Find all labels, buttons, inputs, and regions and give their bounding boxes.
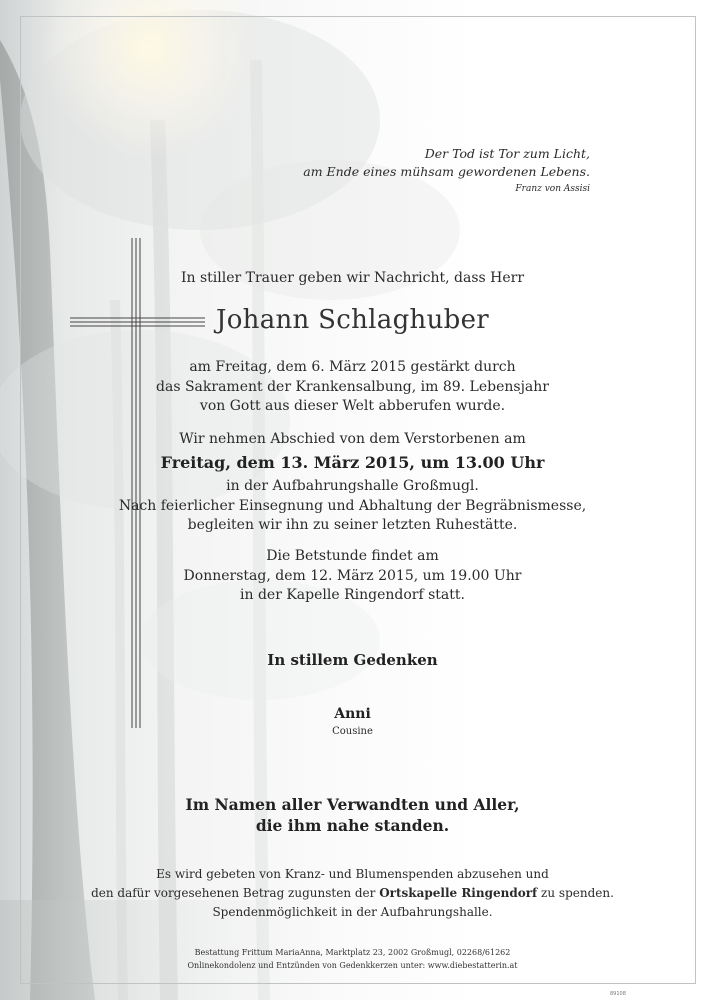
- prayer-hour-line-2: Donnerstag, dem 12. März 2015, um 19.00 Uhr: [183, 567, 522, 584]
- donation-line-2: [0, 884, 705, 902]
- farewell-details-line-1: in der Aufbahrungshalle Großmugl.: [226, 478, 479, 494]
- death-notice-line-3: von Gott aus dieser Welt abberufen wurde.: [199, 398, 506, 414]
- mourner-relation: Cousine: [332, 726, 373, 737]
- donation-line-3: Spendenmöglichkeit in der Aufbahrungshalle.: [212, 905, 493, 919]
- deceased-name: Johann Schlaghuber: [215, 305, 489, 335]
- donation-text-before: den dafür vorgesehenen Betrag zugunsten der: [91, 886, 380, 900]
- quote-line-2: am Ende eines mühsam gewordenen Lebens.: [303, 164, 590, 179]
- death-notice-line-2: das Sakrament der Krankensalbung, im 89. Lebensjahr: [156, 378, 549, 395]
- print-stamp: 89108: [610, 991, 626, 997]
- mourner-name: Anni: [334, 706, 371, 722]
- donation-beneficiary: Ortskapelle Ringendorf: [379, 886, 538, 900]
- quote-line-1: Der Tod ist Tor zum Licht,: [424, 146, 590, 161]
- relatives-line-2: die ihm nahe standen.: [255, 816, 450, 835]
- imprint-line-2: Onlinekondolenz und Entzünden von Gedenkkerzen unter: www.diebestatterin.at: [187, 961, 518, 970]
- remembrance-heading: In stillem Gedenken: [267, 651, 438, 669]
- donation-line-1: Es wird gebeten von Kranz- und Blumenspenden abzusehen und: [156, 867, 549, 881]
- farewell-intro: Wir nehmen Abschied von dem Verstorbenen am: [179, 431, 526, 447]
- intro-text: In stiller Trauer geben wir Nachricht, dass Herr: [180, 270, 525, 286]
- death-notice-line-1: am Freitag, dem 6. März 2015 gestärkt durch: [189, 359, 516, 375]
- farewell-details-line-3: begleiten wir ihn zu seiner letzten Ruhestätte.: [187, 517, 518, 533]
- prayer-hour-line-3: in der Kapelle Ringendorf statt.: [240, 587, 465, 603]
- imprint-line-1: Bestattung Frittum MariaAnna, Marktplatz 23, 2002 Großmugl, 02268/61262: [194, 948, 511, 957]
- farewell-details-line-2: Nach feierlicher Einsegnung und Abhaltung der Begräbnismesse,: [118, 497, 587, 514]
- relatives-line-1: Im Namen aller Verwandten und Aller,: [185, 795, 520, 814]
- donation-text-after: zu spenden.: [537, 886, 614, 900]
- prayer-hour-line-1: Die Betstunde findet am: [266, 548, 439, 564]
- quote-author: Franz von Assisi: [515, 184, 590, 194]
- farewell-date: Freitag, dem 13. März 2015, um 13.00 Uhr: [160, 453, 545, 472]
